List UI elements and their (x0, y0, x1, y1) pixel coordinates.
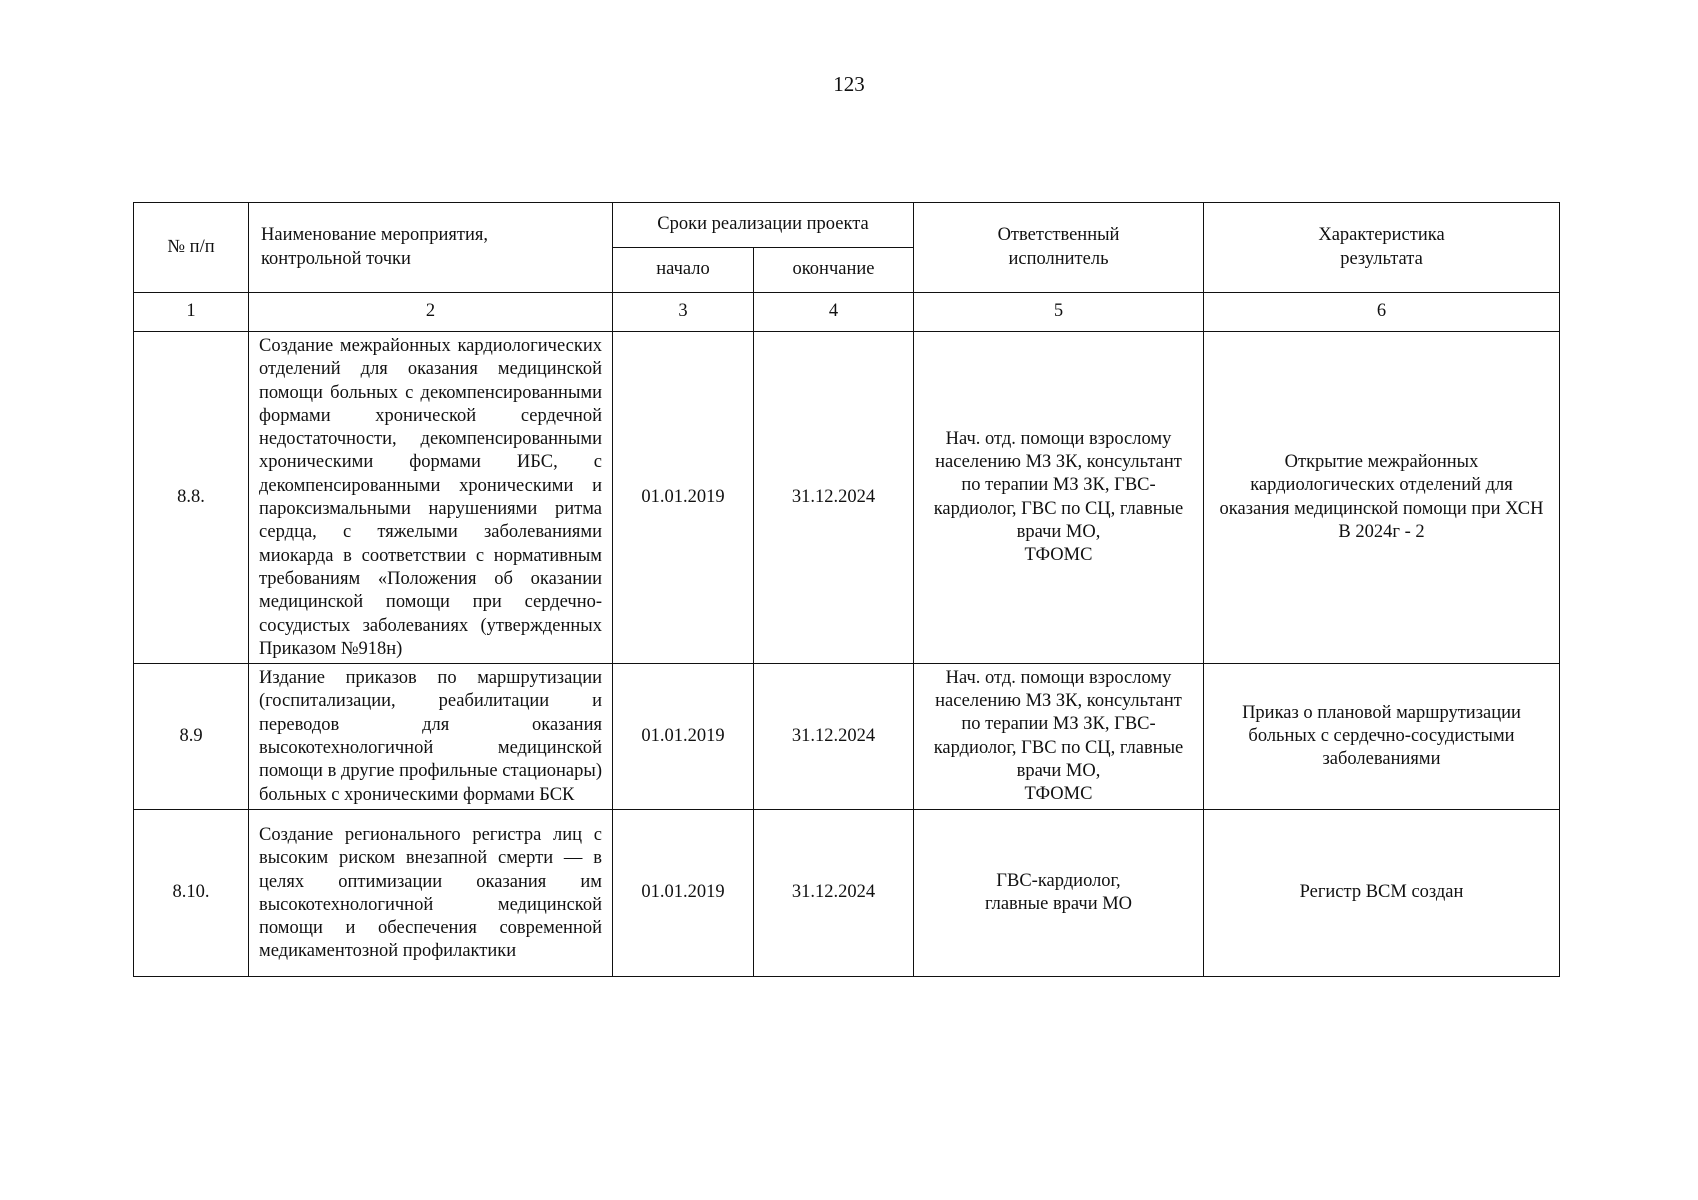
row-end-date: 31.12.2024 (754, 332, 914, 664)
header-period: Сроки реализации проекта (613, 203, 914, 248)
column-number: 1 (134, 293, 249, 332)
row-number: 8.8. (134, 332, 249, 664)
header-result: Характеристика результата (1204, 203, 1560, 293)
row-end-date: 31.12.2024 (754, 809, 914, 976)
header-end: окончание (754, 248, 914, 293)
row-responsible: Нач. отд. помощи взрослому населению МЗ ЗК, консультант по терапии МЗ ЗК, ГВС-кардиолог, ГВС по СЦ, главные врачи МО, ТФОМС (914, 332, 1204, 664)
column-number: 6 (1204, 293, 1560, 332)
header-row (134, 203, 1560, 248)
row-number: 8.9 (134, 664, 249, 810)
header-name: Наименование мероприятия, контрольной точки (249, 203, 613, 293)
column-number: 2 (249, 293, 613, 332)
header-responsible: Ответственный исполнитель (914, 203, 1204, 293)
row-responsible: ГВС-кардиолог, главные врачи МО (914, 809, 1204, 976)
column-number: 4 (754, 293, 914, 332)
row-start-date: 01.01.2019 (613, 809, 754, 976)
row-result: Открытие межрайонных кардиологических отделений для оказания медицинской помощи при ХСН В 2024г - 2 (1204, 332, 1560, 664)
row-name: Создание регионального регистра лиц с высоким риском внезапной смерти — в целях оптимизации оказания им высокотехнологичной медицинской помощи и обеспечения современной медикаментозной профилактики (249, 809, 613, 976)
row-start-date: 01.01.2019 (613, 664, 754, 810)
row-name: Издание приказов по маршрутизации (госпитализации, реабилитации и переводов для оказания высокотехнологичной медицинской помощи в другие профильные стационары) больных с хроническими формами БСК (249, 664, 613, 810)
header-num: № п/п (134, 203, 249, 293)
row-result: Приказ о плановой маршрутизации больных с сердечно-сосудистыми заболеваниями (1204, 664, 1560, 810)
column-number: 5 (914, 293, 1204, 332)
page-number: 123 (833, 72, 865, 96)
row-result: Регистр ВСМ создан (1204, 809, 1560, 976)
row-end-date: 31.12.2024 (754, 664, 914, 810)
table-row (134, 332, 1560, 664)
column-number-row (134, 293, 1560, 332)
row-number: 8.10. (134, 809, 249, 976)
header-start: начало (613, 248, 754, 293)
column-number: 3 (613, 293, 754, 332)
row-start-date: 01.01.2019 (613, 332, 754, 664)
table-row (134, 809, 1560, 976)
table-row (134, 664, 1560, 810)
row-responsible: Нач. отд. помощи взрослому населению МЗ ЗК, консультант по терапии МЗ ЗК, ГВС-кардиолог, ГВС по СЦ, главные врачи МО, ТФОМС (914, 664, 1204, 810)
row-name: Создание межрайонных кардиологических отделений для оказания медицинской помощи больных с декомпенсированными формами хронической сердечной недостаточности, декомпенсированными хроническими формами ИБС, с декомпенсированными хроническими и пароксизмальными нарушениями ритма сердца, с тяжелыми заболеваниями миокарда в соответствии с нормативным требованиям «Положения об оказании медицинской помощи при сердечно-сосудистых заболеваниях (утвержденных Приказом №918н) (249, 332, 613, 664)
plan-table (133, 202, 1560, 977)
